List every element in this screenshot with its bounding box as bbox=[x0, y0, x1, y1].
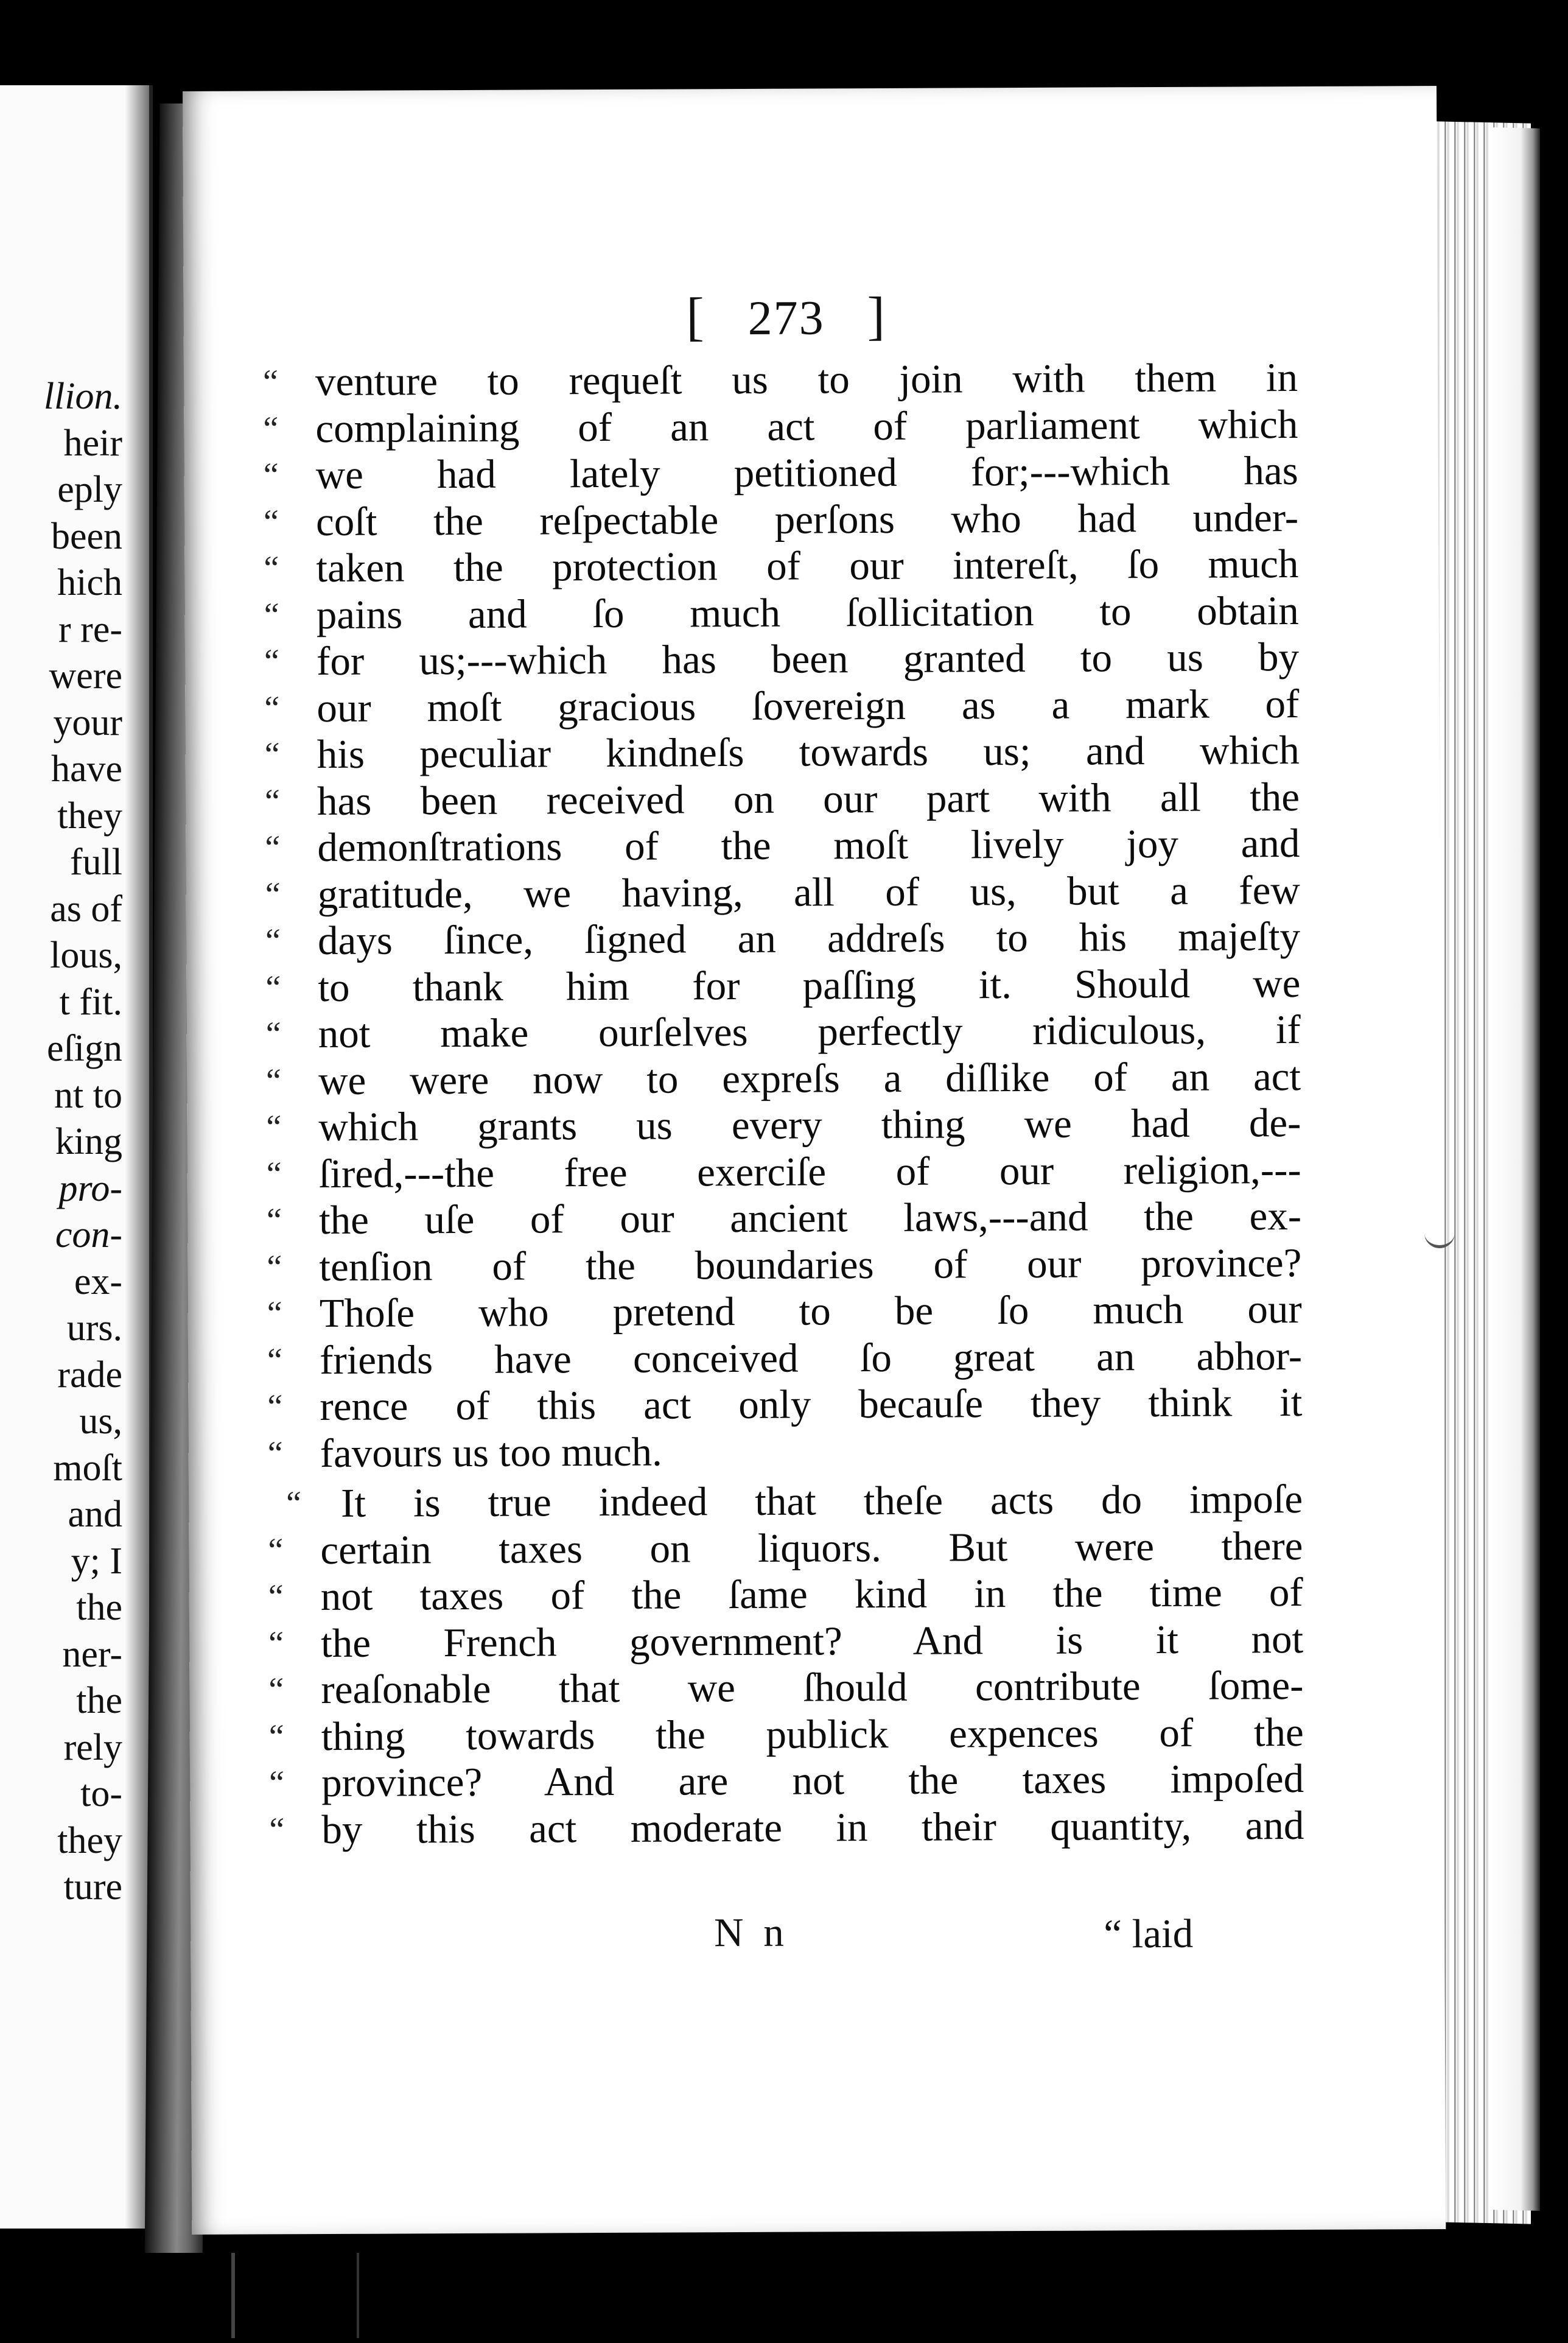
text-line bbox=[264, 681, 1299, 731]
line-text: coſt the reſpectable perſons who had under- bbox=[315, 494, 1299, 544]
line-quote-mark: “ bbox=[268, 1531, 284, 1569]
text-line bbox=[264, 494, 1298, 545]
line-text: complaining of an act of parliament which bbox=[315, 401, 1298, 451]
line-quote-mark: “ bbox=[267, 1294, 282, 1333]
line-quote-mark: “ bbox=[265, 1061, 282, 1100]
text-line bbox=[269, 1802, 1304, 1852]
line-text: tenſion of the boundaries of our province? bbox=[319, 1240, 1302, 1290]
line-text: by this act moderate in their quantity, and bbox=[321, 1802, 1304, 1852]
text-line bbox=[266, 1053, 1301, 1104]
text-line bbox=[268, 1476, 1303, 1526]
previous-page-fragment: they bbox=[57, 1819, 122, 1861]
header-bracket-close: ] bbox=[867, 286, 887, 346]
text-line bbox=[268, 1615, 1303, 1666]
line-quote-mark: “ bbox=[266, 1201, 282, 1240]
line-text: has been received on our part with all the bbox=[317, 774, 1300, 824]
gutter-shadow bbox=[125, 85, 149, 2229]
text-line bbox=[265, 820, 1300, 871]
previous-page bbox=[0, 85, 153, 2229]
text-line bbox=[264, 541, 1298, 591]
text-line bbox=[265, 960, 1300, 1011]
text-line bbox=[268, 1662, 1303, 1713]
previous-page-fragment: eſign bbox=[47, 1028, 122, 1069]
line-text: rence of this act only becauſe they think it bbox=[320, 1379, 1303, 1430]
text-line bbox=[268, 1569, 1303, 1620]
line-quote-mark: “ bbox=[263, 456, 279, 494]
line-text: certain taxes on liquors. But were there bbox=[320, 1523, 1303, 1573]
line-text: thing towards the publick expences of the bbox=[321, 1709, 1304, 1759]
line-quote-mark: “ bbox=[263, 409, 279, 448]
text-line bbox=[266, 1100, 1301, 1150]
line-text: favours us too much. bbox=[320, 1429, 662, 1476]
line-text: which grants us every thing we had de- bbox=[318, 1100, 1301, 1150]
text-line bbox=[263, 401, 1298, 452]
line-text: our moſt gracious ſovereign as a mark of bbox=[317, 681, 1300, 731]
line-quote-mark: “ bbox=[264, 642, 280, 681]
line-quote-mark: “ bbox=[265, 922, 281, 960]
line-quote-mark: “ bbox=[262, 363, 279, 401]
line-quote-mark: “ bbox=[264, 549, 279, 588]
line-quote-mark: “ bbox=[267, 1341, 283, 1379]
text-line bbox=[263, 354, 1298, 405]
text-line bbox=[265, 727, 1300, 778]
previous-page-fragment: the bbox=[76, 1587, 122, 1628]
text-line bbox=[268, 1522, 1303, 1573]
line-text: ſired,---the free exerciſe of our religion,--- bbox=[318, 1147, 1301, 1196]
previous-page-fragment: ner- bbox=[62, 1633, 122, 1675]
line-text: It is true indeed that theſe acts do impoſe bbox=[340, 1476, 1303, 1526]
text-line bbox=[267, 1146, 1301, 1196]
previous-page-fragment: y; I bbox=[71, 1540, 122, 1582]
line-text: venture to requeſt us to join with them in bbox=[315, 355, 1298, 405]
previous-page-fragment: were bbox=[49, 655, 122, 697]
line-quote-mark: “ bbox=[268, 1671, 284, 1709]
line-quote-mark: “ bbox=[264, 782, 281, 820]
line-quote-mark: “ bbox=[265, 1015, 281, 1053]
previous-page-fragment: as of bbox=[50, 888, 122, 930]
text-line bbox=[267, 1379, 1302, 1430]
line-text: his peculiar kindneſs towards us; and which bbox=[317, 728, 1300, 778]
text-line bbox=[267, 1193, 1301, 1243]
text-line bbox=[268, 1425, 1303, 1476]
line-quote-mark: “ bbox=[266, 1154, 282, 1193]
line-quote-mark: “ bbox=[263, 502, 279, 541]
line-text: reaſonable that we ſhould contribute ſome- bbox=[321, 1662, 1304, 1713]
previous-page-fragment: full bbox=[69, 841, 122, 883]
previous-page-fragment: con- bbox=[55, 1214, 122, 1256]
text-line bbox=[269, 1755, 1304, 1806]
previous-page-fragment: the bbox=[76, 1680, 122, 1721]
previous-page-fragment: us, bbox=[79, 1400, 122, 1442]
previous-page-fragment: to- bbox=[80, 1773, 122, 1814]
previous-page-fragment: rade bbox=[57, 1354, 122, 1396]
text-line bbox=[265, 913, 1300, 964]
text-line bbox=[267, 1239, 1301, 1290]
line-text: pains and ſo much ſollicitation to obtain bbox=[316, 588, 1299, 638]
previous-page-fragment: king bbox=[55, 1121, 122, 1162]
line-text: demonſtrations of the moſt lively joy and bbox=[317, 821, 1300, 871]
line-quote-mark: “ bbox=[264, 736, 280, 774]
previous-page-fragment: they bbox=[57, 795, 122, 837]
line-text: for us;---which has been granted to us by bbox=[316, 634, 1300, 684]
line-quote-mark: “ bbox=[285, 1484, 302, 1523]
header-bracket-open: [ bbox=[686, 287, 705, 347]
line-quote-mark: “ bbox=[265, 829, 281, 867]
previous-page-fragment: hich bbox=[57, 562, 122, 603]
previous-page-fragment: urs. bbox=[66, 1307, 122, 1349]
previous-page-fragment: pro- bbox=[58, 1167, 122, 1209]
line-text: gratitude, we having, all of us, but a few bbox=[317, 867, 1300, 917]
previous-page-fragment: ex- bbox=[74, 1260, 122, 1302]
previous-page-fragment: llion. bbox=[43, 376, 122, 417]
previous-page-fragment: have bbox=[51, 748, 122, 790]
previous-page-fragment: heir bbox=[63, 422, 122, 464]
text-line bbox=[269, 1709, 1304, 1759]
text-line bbox=[267, 1332, 1302, 1383]
previous-page-fragment: been bbox=[51, 515, 122, 557]
signature-mark: N n bbox=[714, 1909, 789, 1956]
catchword: “ laid bbox=[1104, 1911, 1194, 1957]
line-quote-mark: “ bbox=[268, 1624, 284, 1662]
page-stack-outer-edge bbox=[1491, 127, 1540, 2211]
line-text: we were now to expreſs a diſlike of an act bbox=[318, 1053, 1301, 1103]
text-line bbox=[264, 588, 1299, 638]
text-line bbox=[264, 634, 1299, 684]
previous-page-fragment: lous, bbox=[50, 935, 122, 976]
line-quote-mark: “ bbox=[265, 968, 281, 1006]
line-quote-mark: “ bbox=[264, 689, 280, 727]
body-text bbox=[263, 354, 1305, 2064]
line-text: we had lately petitioned for;---which has bbox=[315, 448, 1298, 498]
line-text: the uſe of our ancient laws,---and the ex- bbox=[318, 1193, 1302, 1243]
line-text: the French government? And is it not bbox=[320, 1616, 1304, 1666]
text-line bbox=[266, 1006, 1301, 1057]
line-quote-mark: “ bbox=[267, 1388, 283, 1426]
line-quote-mark: “ bbox=[268, 1764, 285, 1802]
previous-page-fragment: r re- bbox=[58, 608, 122, 650]
text-line bbox=[265, 867, 1300, 918]
line-text: friends have conceived ſo great an abhor- bbox=[319, 1333, 1303, 1383]
line-quote-mark: “ bbox=[267, 1434, 283, 1472]
text-line bbox=[267, 1286, 1302, 1337]
previous-page-fragment: t fit. bbox=[59, 981, 122, 1023]
previous-page-fragment: nt to bbox=[54, 1074, 122, 1116]
previous-page-fragment: moſt bbox=[53, 1447, 122, 1489]
line-quote-mark: “ bbox=[268, 1717, 284, 1755]
line-quote-mark: “ bbox=[266, 1108, 282, 1147]
line-text: province? And are not the taxes impoſed bbox=[321, 1755, 1304, 1806]
page-273 bbox=[183, 86, 1446, 2235]
line-quote-mark: “ bbox=[265, 875, 281, 913]
line-text: not taxes of the ſame kind in the time of bbox=[320, 1569, 1303, 1620]
previous-page-fragment: rely bbox=[63, 1726, 122, 1768]
scan-bottom-marks bbox=[231, 2253, 359, 2338]
previous-page-fragment: eply bbox=[57, 469, 122, 510]
page-number: 273 bbox=[747, 291, 825, 345]
previous-page-fragment: your bbox=[53, 701, 122, 743]
line-text: to thank him for paſſing it. Should we bbox=[318, 960, 1301, 1010]
text-line bbox=[265, 774, 1300, 824]
previous-page-fragment: ture bbox=[63, 1866, 122, 1908]
line-quote-mark: “ bbox=[268, 1578, 284, 1616]
line-quote-mark: “ bbox=[269, 1810, 285, 1849]
previous-page-fragment: and bbox=[68, 1494, 122, 1535]
page-header bbox=[597, 283, 975, 351]
line-text: Thoſe who pretend to be ſo much our bbox=[319, 1286, 1302, 1337]
line-quote-mark: “ bbox=[267, 1248, 282, 1286]
line-text: taken the protection of our intereſt, ſo much bbox=[316, 541, 1299, 591]
line-text: days ſince, ſigned an addreſs to his majeſty bbox=[317, 914, 1301, 964]
text-line bbox=[264, 448, 1298, 498]
line-text: not make ourſelves perfectly ridiculous, if bbox=[318, 1007, 1301, 1057]
line-quote-mark: “ bbox=[264, 595, 279, 634]
